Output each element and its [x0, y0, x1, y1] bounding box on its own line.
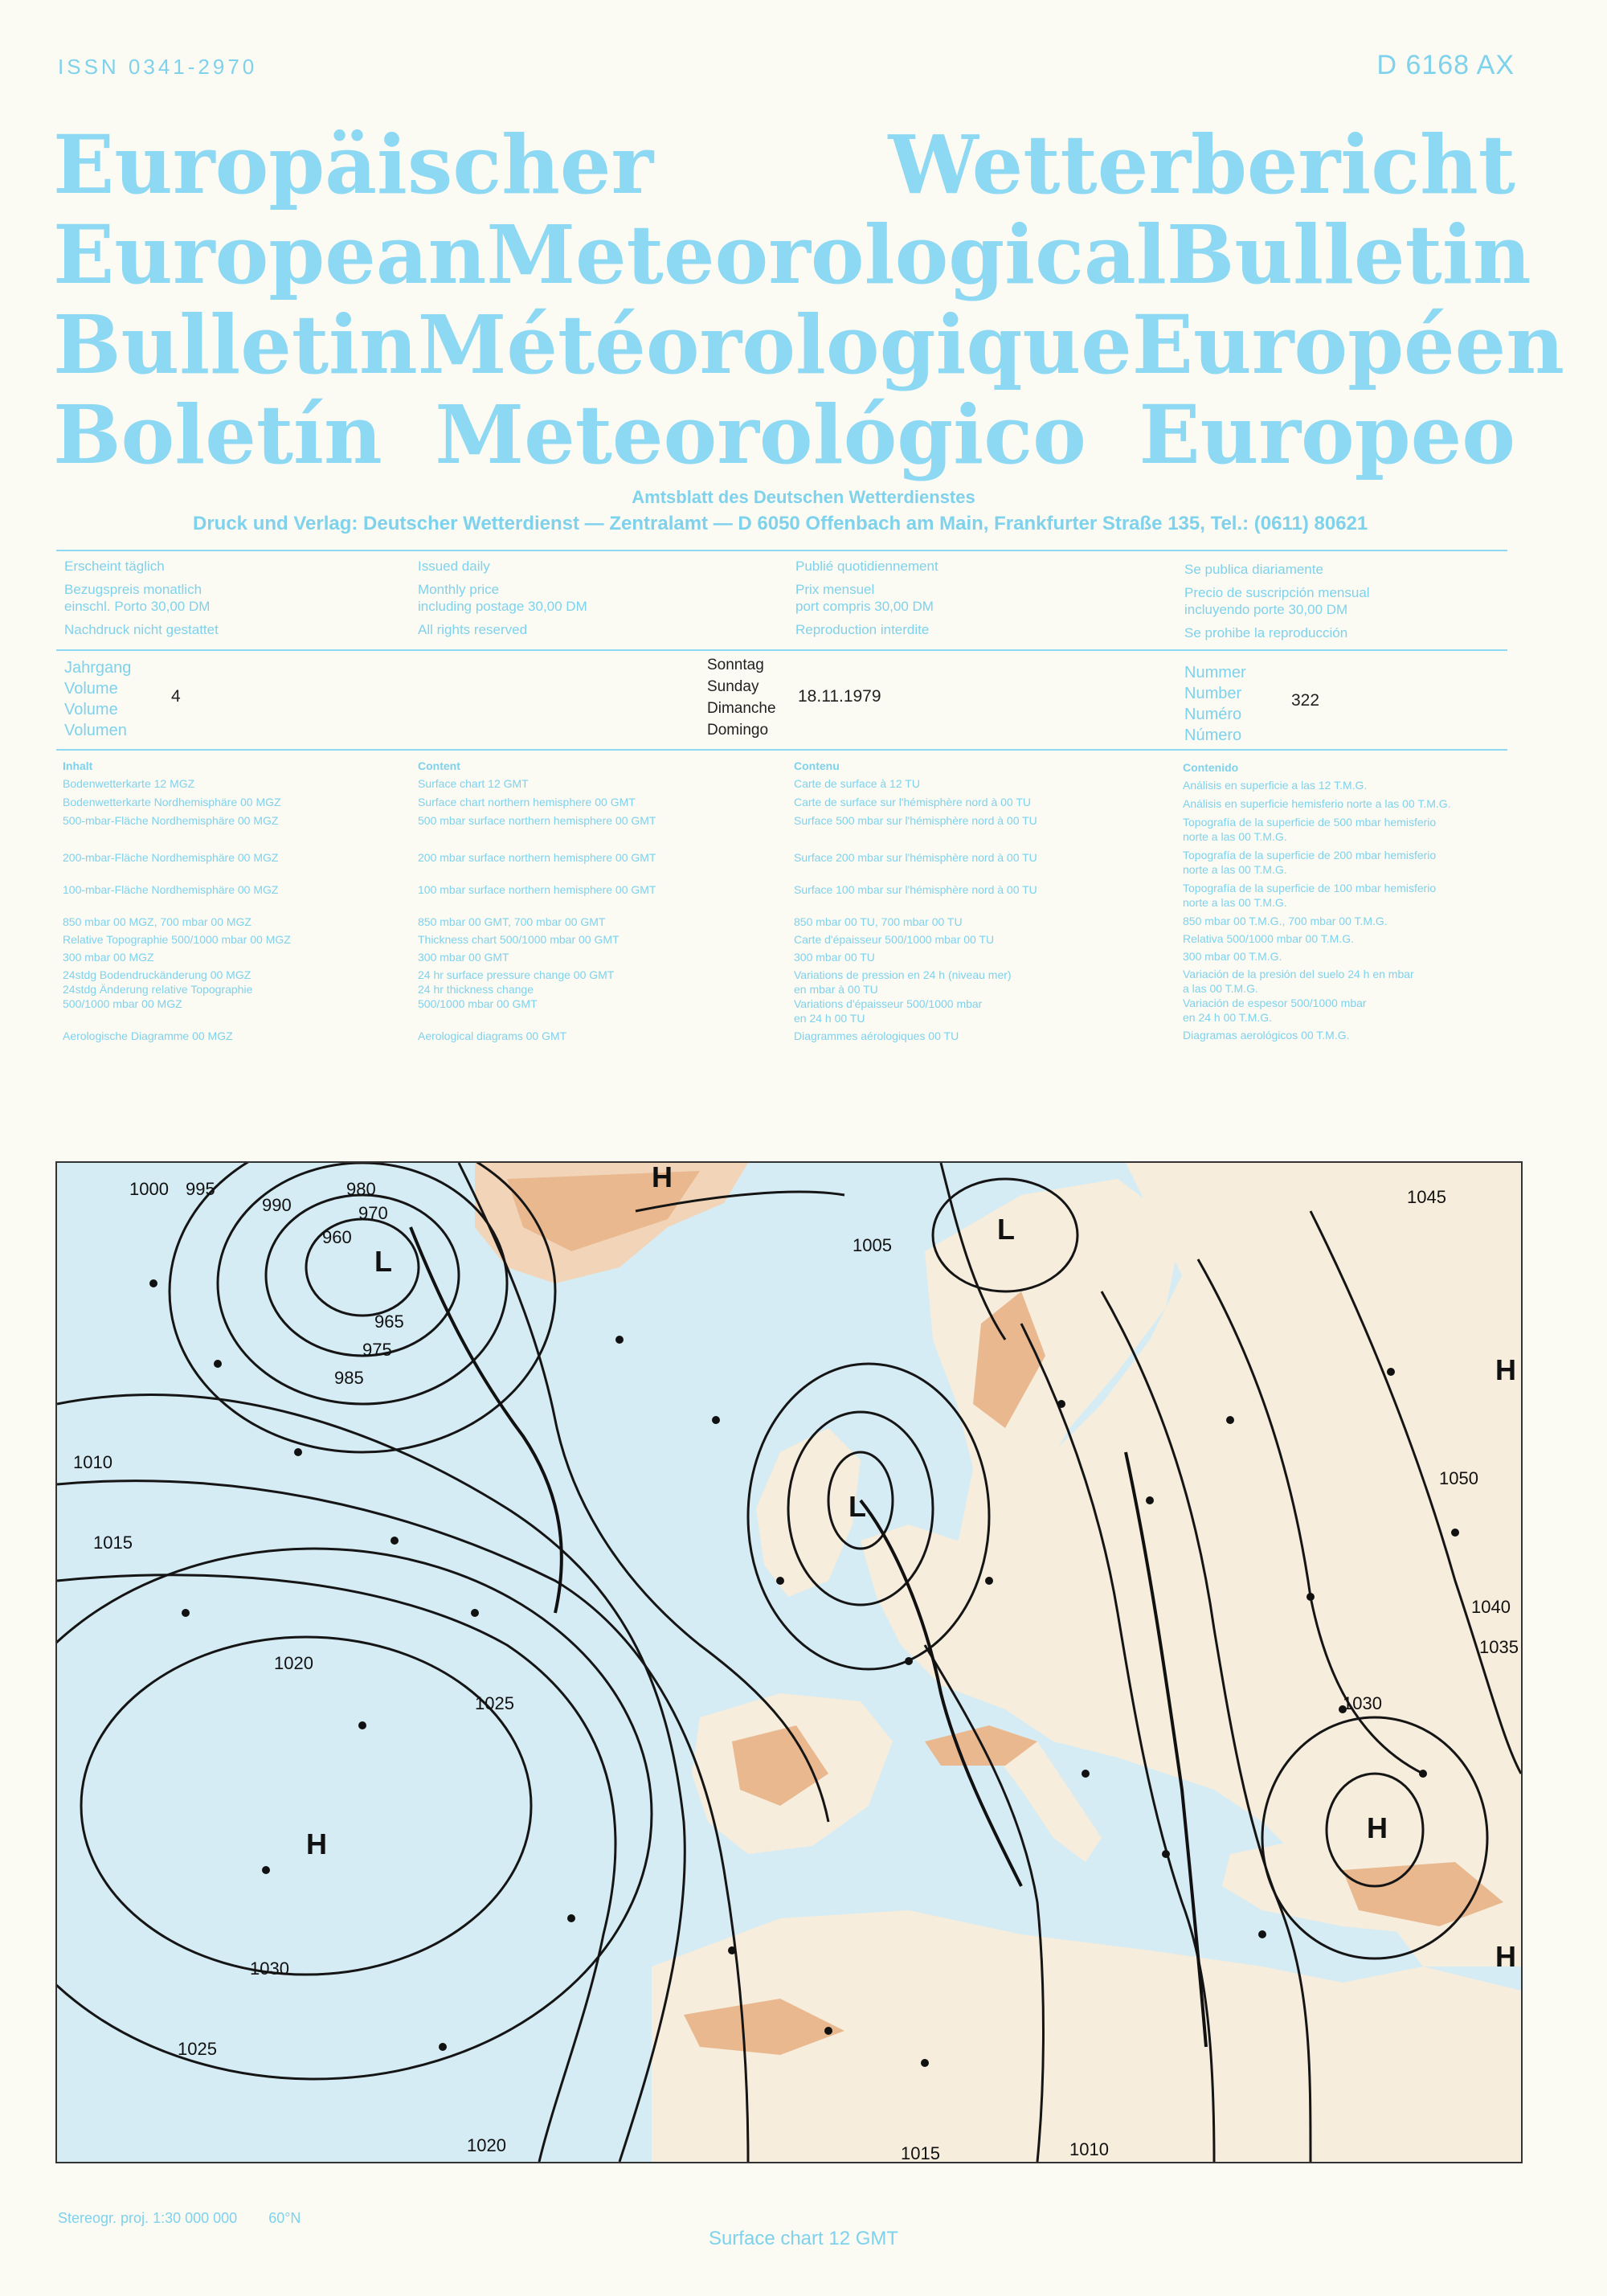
contents-item: 500-mbar-Fläche Nordhemisphäre 00 MGZ [63, 814, 279, 827]
map-caption: Surface chart 12 GMT [708, 2228, 899, 2249]
contents-item: Surface 200 mbar sur l'hémisphère nord à 00 TU [794, 851, 1037, 864]
contents-item: 24stdg Bodendruckänderung 00 MGZ [63, 968, 251, 981]
subscription-en [418, 558, 587, 638]
isobar-label: 1025 [475, 1693, 514, 1713]
projection-note [58, 2210, 301, 2227]
contents-fr [794, 759, 1037, 1043]
station-dot [214, 1360, 222, 1368]
station-dot [776, 1577, 784, 1585]
contents-item: 850 mbar 00 MGZ, 700 mbar 00 MGZ [63, 915, 251, 928]
station-dot [921, 2059, 929, 2067]
contents-item: norte a las 00 T.M.G. [1183, 830, 1287, 843]
weather-map-svg [57, 1163, 1521, 2162]
high-pressure-center: H [1495, 1940, 1516, 1973]
low-pressure-center: L [374, 1245, 392, 1278]
contents-item: 24 hr surface pressure change 00 GMT [418, 968, 615, 981]
number-labels [1184, 662, 1246, 746]
title-spanish [53, 387, 1515, 482]
issue-number: 322 [1291, 691, 1320, 710]
subscription-line: Bezugspreis monatlich [64, 582, 202, 597]
low-pressure-center: L [997, 1213, 1015, 1246]
title-word: Bulletin [1166, 207, 1531, 302]
projection-latitude: 60°N [268, 2210, 301, 2226]
subscription-es [1184, 561, 1370, 641]
isobar-label: 1020 [467, 2135, 506, 2155]
volume-label: Volume [64, 680, 118, 698]
isobar-label: 1040 [1471, 1597, 1511, 1617]
contents-item: Aerologische Diagramme 00 MGZ [63, 1029, 233, 1042]
station-dot [824, 2027, 832, 2035]
contents-item: Bodenwetterkarte 12 MGZ [63, 777, 195, 790]
high-pressure-center: H [1367, 1811, 1388, 1844]
isobar-label: 1015 [93, 1533, 133, 1553]
station-dot [358, 1721, 366, 1729]
contents-item: Análisis en superficie hemisferio norte a las 00 T.M.G. [1183, 797, 1451, 810]
volume-label: Volume [64, 701, 118, 718]
low-pressure-center: L [848, 1490, 866, 1523]
station-dot [615, 1336, 624, 1344]
station-dot [1387, 1368, 1395, 1376]
contents-item: Topografía de la superficie de 100 mbar hemisferio [1183, 882, 1437, 894]
contents-item: 100-mbar-Fläche Nordhemisphäre 00 MGZ [63, 883, 279, 896]
high-pressure-center: H [652, 1163, 673, 1193]
contents-item: Carte de surface sur l'hémisphère nord à 00 TU [794, 796, 1032, 808]
issue-date: 18.11.1979 [798, 687, 881, 706]
contents-heading: Inhalt [63, 759, 93, 772]
station-dot [1082, 1770, 1090, 1778]
contents-heading: Contenu [794, 759, 840, 772]
contents-item: norte a las 00 T.M.G. [1183, 896, 1287, 909]
subscription-line: All rights reserved [418, 622, 528, 637]
contents-item: Surface 500 mbar sur l'hémisphère nord à 00 TU [794, 814, 1037, 827]
issn-label: ISSN 0341-2970 [58, 55, 258, 79]
station-dot [712, 1416, 720, 1424]
official-gazette-label: Amtsblatt des Deutschen Wetterdienstes [632, 487, 975, 507]
subscription-line: incluyendo porte 30,00 DM [1184, 602, 1348, 617]
station-dot [905, 1657, 913, 1665]
title-word: Wetterbericht [888, 117, 1515, 212]
title-word: Bulletin [53, 297, 418, 392]
contents-item: a las 00 T.M.G. [1183, 982, 1258, 995]
contents-item: Variación de espesor 500/1000 mbar [1183, 997, 1367, 1009]
contents-item: en mbar à 00 TU [794, 983, 878, 996]
number-label: Numéro [1184, 706, 1242, 723]
contents-item: 500 mbar surface northern hemisphere 00 GMT [418, 814, 656, 827]
divider [56, 649, 1507, 651]
subscription-fr [795, 558, 938, 638]
contents-item: Análisis en superficie a las 12 T.M.G. [1183, 779, 1368, 792]
subscription-line: Issued daily [418, 559, 490, 574]
contents-item: Variations de pression en 24 h (niveau mer) [794, 968, 1012, 981]
title-word: Europeo [1139, 387, 1515, 482]
isobar-label: 1010 [1069, 2139, 1109, 2159]
title-word: Meteorológico [435, 387, 1086, 482]
isobar-label: 985 [334, 1368, 364, 1388]
volume-value: 4 [171, 687, 181, 706]
volume-labels [64, 657, 131, 741]
subscription-line: Erscheint täglich [64, 559, 165, 574]
isobar-label: 1050 [1439, 1468, 1478, 1488]
number-label: Number [1184, 685, 1242, 702]
subscription-line: einschl. Porto 30,00 DM [64, 599, 211, 614]
station-dot [1419, 1770, 1427, 1778]
isobar-label: 960 [322, 1227, 352, 1247]
volume-label: Jahrgang [64, 659, 132, 677]
volume-label: Volumen [64, 722, 127, 739]
contents-item: Thickness chart 500/1000 mbar 00 GMT [418, 933, 619, 946]
subscription-line: Nachdruck nicht gestattet [64, 622, 219, 637]
station-dot [728, 1946, 736, 1954]
publisher-line: Druck und Verlag: Deutscher Wetterdienst — Zentralamt — D 6050 Offenbach am Main, Frankfurter Straße 135, Tel.: (0611) 80621 [193, 513, 1368, 534]
station-dot [471, 1609, 479, 1617]
station-dot [391, 1537, 399, 1545]
number-label: Número [1184, 726, 1242, 744]
contents-heading: Contenido [1183, 761, 1239, 774]
subscription-line: Publié quotidiennement [795, 559, 938, 574]
day-label: Dimanche [707, 700, 776, 717]
station-dot [1226, 1416, 1234, 1424]
title-english [53, 207, 1531, 302]
contents-item: Relative Topographie 500/1000 mbar 00 MGZ [63, 933, 291, 946]
contents-item: Relativa 500/1000 mbar 00 T.M.G. [1183, 932, 1354, 945]
high-pressure-center: H [1495, 1353, 1516, 1386]
contents-item: 200 mbar surface northern hemisphere 00 GMT [418, 851, 656, 864]
subscription-de [64, 558, 219, 638]
title-word: Europäischer [53, 117, 654, 212]
isobar-label: 1000 [129, 1179, 169, 1199]
title-word: Meteorological [486, 207, 1167, 302]
contents-item: 850 mbar 00 GMT, 700 mbar 00 GMT [418, 915, 606, 928]
contents-item: 300 mbar 00 GMT [418, 951, 509, 964]
isobar-label: 1020 [274, 1653, 313, 1673]
day-labels [707, 654, 776, 741]
subscription-line: including postage 30,00 DM [418, 599, 587, 614]
isobar-label: 1025 [178, 2039, 217, 2059]
station-dot [1162, 1850, 1170, 1858]
contents-item: Variación de la presión del suelo 24 h en mbar [1183, 968, 1414, 980]
contents-item: en 24 h 00 TU [794, 1012, 865, 1025]
title-word: Météorologique [417, 297, 1132, 392]
station-dot [1306, 1593, 1315, 1601]
projection-scale: Stereogr. proj. 1:30 000 000 [58, 2210, 238, 2226]
contents-item: Surface chart 12 GMT [418, 777, 529, 790]
subscription-line: Se publica diariamente [1184, 562, 1323, 577]
station-dot [1057, 1400, 1065, 1408]
isobar-label: 970 [358, 1203, 388, 1223]
station-dot [985, 1577, 993, 1585]
station-dot [1451, 1529, 1459, 1537]
subscription-line: Monthly price [418, 582, 500, 597]
contents-item: Carte d'épaisseur 500/1000 mbar 00 TU [794, 933, 995, 946]
isobar-label: 995 [186, 1179, 215, 1199]
title-word: European [53, 207, 487, 302]
contents-item: 24stdg Änderung relative Topographie [63, 983, 253, 996]
isobar-label: 1030 [250, 1958, 289, 1979]
subscription-line: port compris 30,00 DM [795, 599, 934, 614]
contents-item: Bodenwetterkarte Nordhemisphäre 00 MGZ [63, 796, 281, 808]
divider [56, 749, 1507, 751]
title-word: Européen [1131, 297, 1564, 392]
contents-item: Topografía de la superficie de 200 mbar hemisferio [1183, 849, 1437, 862]
contents-item: Variations d'épaisseur 500/1000 mbar [794, 997, 983, 1010]
contents-heading: Content [418, 759, 460, 772]
station-dot [149, 1279, 157, 1287]
contents-item: 24 hr thickness change [418, 983, 534, 996]
station-dot [182, 1609, 190, 1617]
contents-item: Diagramas aerológicos 00 T.M.G. [1183, 1029, 1350, 1042]
station-dot [1146, 1496, 1154, 1504]
contents-item: Topografía de la superficie de 500 mbar hemisferio [1183, 816, 1437, 829]
contents-item: Surface 100 mbar sur l'hémisphère nord à 00 TU [794, 883, 1037, 896]
surface-weather-map [55, 1161, 1523, 2163]
contents-item: en 24 h 00 T.M.G. [1183, 1011, 1273, 1024]
contents-item: Diagrammes aérologiques 00 TU [794, 1029, 959, 1042]
isobar-label: 980 [346, 1179, 376, 1199]
day-label: Sunday [707, 678, 759, 695]
contents-item: 200-mbar-Fläche Nordhemisphäre 00 MGZ [63, 851, 279, 864]
contents-en [418, 759, 656, 1043]
contents-item: 500/1000 mbar 00 GMT [418, 997, 538, 1010]
title-german [53, 117, 1515, 212]
contents-item: 300 mbar 00 T.M.G. [1183, 950, 1282, 963]
contents-item: 300 mbar 00 MGZ [63, 951, 154, 964]
day-label: Domingo [707, 722, 769, 739]
isobar-label: 965 [374, 1312, 404, 1332]
contents-item: 850 mbar 00 T.M.G., 700 mbar 00 T.M.G. [1183, 915, 1388, 927]
divider [56, 550, 1507, 551]
contents-de [63, 759, 291, 1043]
contents-item: norte a las 00 T.M.G. [1183, 863, 1287, 876]
station-dot [439, 2043, 447, 2051]
subscription-line: Reproduction interdite [795, 622, 930, 637]
contents-item: 100 mbar surface northern hemisphere 00 GMT [418, 883, 656, 896]
title-word: Boletín [53, 387, 382, 482]
subscription-line: Se prohibe la reproducción [1184, 625, 1348, 641]
contents-item: Carte de surface à 12 TU [794, 777, 920, 790]
isobar-label: 1005 [853, 1235, 892, 1255]
contents-item: Aerological diagrams 00 GMT [418, 1029, 567, 1042]
isobar-label: 1010 [73, 1452, 112, 1472]
high-pressure-center: H [306, 1827, 327, 1860]
title-french [53, 297, 1564, 392]
station-dot [262, 1866, 270, 1874]
contents-item: Surface chart northern hemisphere 00 GMT [418, 796, 636, 808]
station-dot [567, 1914, 575, 1922]
subscription-line: Prix mensuel [795, 582, 875, 597]
isobar-label: 1030 [1343, 1693, 1382, 1713]
isobar-label: 1015 [901, 2143, 940, 2162]
subscription-line: Precio de suscripción mensual [1184, 585, 1370, 600]
isobar-label: 1045 [1407, 1187, 1446, 1207]
station-dot [294, 1448, 302, 1456]
document-code: D 6168 AX [1376, 50, 1515, 80]
isobar-label: 975 [362, 1340, 392, 1360]
contents-item: 850 mbar 00 TU, 700 mbar 00 TU [794, 915, 963, 928]
station-dot [1258, 1930, 1266, 1938]
isobar-label: 1035 [1479, 1637, 1519, 1657]
contents-item: 300 mbar 00 TU [794, 951, 875, 964]
isobar-label: 990 [262, 1195, 292, 1215]
contents-item: 500/1000 mbar 00 MGZ [63, 997, 182, 1010]
number-label: Nummer [1184, 664, 1246, 681]
day-label: Sonntag [707, 657, 764, 673]
contents-es [1183, 760, 1451, 1042]
